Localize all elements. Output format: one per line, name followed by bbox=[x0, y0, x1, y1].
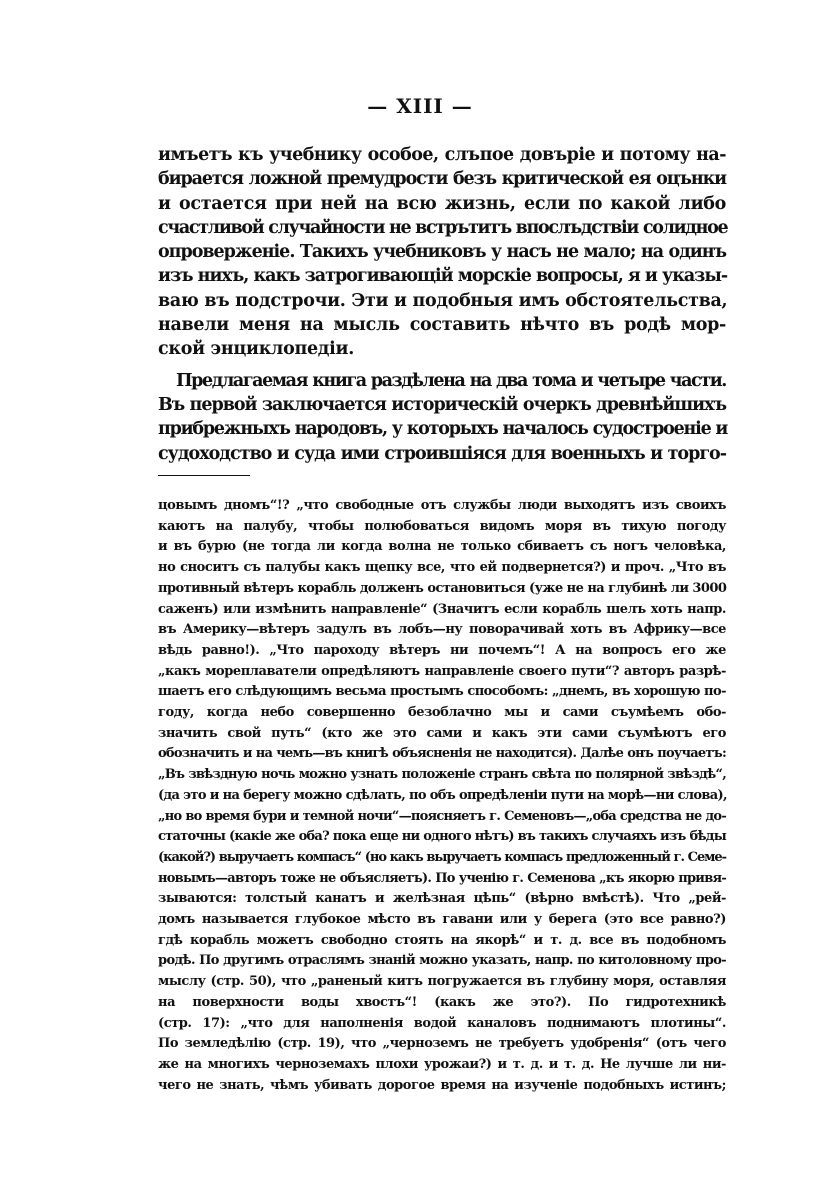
footnote-separator bbox=[158, 475, 250, 476]
main-line: ской энциклопедіи. bbox=[158, 339, 354, 360]
footnote-line: (какой?) выручаетъ компасъ“ (но какъ выручаетъ компасъ предложенный г. Семе- bbox=[158, 849, 726, 865]
footnote-line: но сноситъ съ палубы какъ щепку все, что ей подвернется?) и проч. „Что въ bbox=[158, 560, 726, 576]
main-line: имъетъ къ учебнику особое, слъпое довъріе и потому на- bbox=[158, 145, 726, 165]
main-line: Въ первой заключается историческій очеркъ древнѣйшихъ bbox=[158, 394, 726, 415]
footnote-line: противный вѣтеръ корабль долженъ остановиться (уже не на глубинѣ ли 3000 bbox=[158, 580, 727, 596]
footnote-line: вѣдь равно!). „Что пароходу вѣтеръ ни почемъ“! А на вопросъ его же bbox=[158, 642, 726, 658]
main-line: Предлагаемая книга раздѣлена на два тома и четыре части. bbox=[176, 370, 726, 391]
footnote-line: цовымъ дномъ“!? „что свободные отъ службы люди выходятъ изъ своихъ bbox=[158, 498, 726, 513]
footnote-line: на поверхности воды хвостъ“! (какъ же это?). По гидротехникѣ bbox=[158, 994, 726, 1010]
footnote-line: чего не знать, чѣмъ убивать дорогое время на изученіе подобныхъ истинъ; bbox=[158, 1077, 726, 1093]
page-number-header: — XIII — bbox=[367, 94, 473, 118]
footnote-line: зываются: толстый канатъ и желѣзная цѣпь“ (вѣрно вмѣстѣ). Что „рей- bbox=[158, 891, 726, 907]
footnote-line: гдѣ корабль можетъ свободно стоять на якорѣ“ и т. д. все въ подобномъ bbox=[158, 932, 726, 948]
footnote-line: статочны (какіе же оба? пока еще ни одного нѣтъ) въ такихъ случаяхъ изъ бѣды bbox=[158, 829, 726, 845]
footnote-line: обозначить и на чемъ—въ книгѣ объясненія не находится). Далѣе онъ поучаетъ: bbox=[158, 746, 726, 762]
main-line: судоходство и суда ими строившіяся для военныхъ и торго- bbox=[158, 443, 726, 464]
footnote-line: (да это и на берегу можно сдѣлать, по объ опредѣленіи пути на морѣ—ни слова), bbox=[158, 787, 727, 803]
main-line: навели меня на мысль составить нѣчто въ родѣ мор- bbox=[158, 315, 726, 336]
footnote-line: же на многихъ черноземахъ плохи урожаи?) и т. д. и т. д. Не лучше ли ни- bbox=[158, 1056, 726, 1072]
footnote-line: новымъ—авторъ тоже не объясляетъ). По ученію г. Семенова „къ якорю привя- bbox=[158, 870, 726, 886]
footnote-line: значить свой путь“ (кто же это сами и какъ эти сами съумѣютъ его bbox=[158, 725, 726, 741]
footnote-line: домъ называется глубокое мѣсто въ гавани или у берега (это все равно?) bbox=[158, 912, 726, 928]
main-line: опроверженіе. Такихъ учебниковъ у насъ не мало; на одинъ bbox=[158, 242, 726, 263]
footnote-line: По земледѣлію (стр. 19), что „черноземъ не требуетъ удобренія“ (отъ чего bbox=[158, 1036, 726, 1052]
footnote-line: „но во время бури и темной ночи“—поясняетъ г. Семеновъ—„оба средства не до- bbox=[158, 808, 726, 824]
main-text bbox=[158, 143, 726, 466]
footnote-line: въ Америку—вѣтеръ задулъ въ лобъ—ну поворачивай хоть въ Африку—все bbox=[158, 622, 726, 638]
footnote-line: (стр. 17): „что для наполненія водой каналовъ поднимаютъ плотины“. bbox=[158, 1015, 726, 1031]
footnote-line: каютъ на палубу, чтобы полюбоваться видомъ моря въ тихую погоду bbox=[158, 518, 726, 534]
main-line: и остается при ней на всю жизнь, если по какой либо bbox=[158, 193, 726, 214]
main-line: прибрежныхъ народовъ, у которыхъ началось судостроеніе и bbox=[158, 419, 728, 440]
main-line: бирается ложной премудрости безъ критической ея оцънки bbox=[158, 169, 726, 190]
main-line: ваю въ подстрочи. Эти и подобныя имъ обстоятельства, bbox=[158, 290, 728, 311]
footnote-line: родѣ. По другимъ отраслямъ знаній можно указать, напр. по китоловному про- bbox=[158, 953, 726, 969]
main-line: счастливой случайности не встрътитъ впослъдствіи солидное bbox=[158, 217, 728, 238]
footnote-line: мыслу (стр. 50), что „раненый китъ погружается въ глубину моря, оставляя bbox=[158, 974, 726, 990]
footnote-line: и въ бурю (не тогда ли когда волна не только сбиваетъ съ ногъ человѣка, bbox=[158, 539, 726, 555]
footnote-line: „Въ звѣздную ночь можно узнать положеніе странъ свѣта по полярной звѣздѣ“, bbox=[158, 767, 726, 783]
footnote-line: шаетъ его слѣдующимъ весьма простымъ способомъ: „днемъ, въ хорошую по- bbox=[158, 684, 726, 700]
footnote-line: саженъ) или измѣнить направленіе“ (Значитъ если корабль шелъ хоть напр. bbox=[158, 601, 726, 617]
footnote-line: году, когда небо совершенно безоблачно мы и сами съумѣемъ обо- bbox=[158, 705, 726, 721]
main-line: изъ нихъ, какъ затрогивающій морскіе вопросы, я и указы- bbox=[158, 266, 728, 287]
footnote-text bbox=[158, 496, 726, 1096]
footnote-line: „какъ мореплаватели опредѣляютъ направленіе своего пути“? авторъ разрѣ- bbox=[158, 663, 726, 679]
